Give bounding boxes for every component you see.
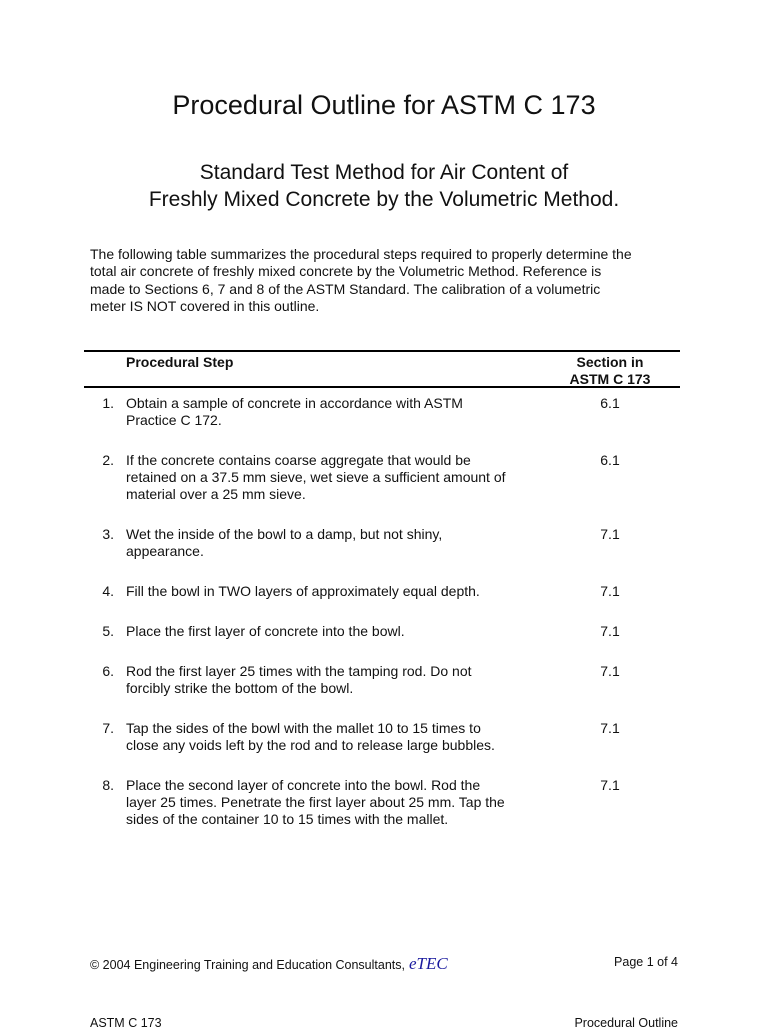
step-number: 1. xyxy=(102,395,114,411)
intro-paragraph xyxy=(90,246,690,316)
step-number: 7. xyxy=(102,720,114,736)
step-description-line: close any voids left by the rod and to release large bubbles. xyxy=(126,737,495,753)
step-number: 3. xyxy=(102,526,114,542)
step-description-line: Wet the inside of the bowl to a damp, but not shiny, xyxy=(126,526,443,542)
step-description xyxy=(126,526,566,560)
step-description xyxy=(126,623,566,640)
step-section: 7.1 xyxy=(600,777,620,793)
step-description xyxy=(126,452,566,503)
intro-line: meter IS NOT covered in this outline. xyxy=(90,298,320,315)
step-description-line: Practice C 172. xyxy=(126,412,222,428)
intro-line: total air concrete of freshly mixed concrete by the Volumetric Method. Reference is xyxy=(90,263,602,280)
step-number: 5. xyxy=(102,623,114,639)
copyright-text: © 2004 Engineering Training and Education Consultants, xyxy=(90,958,405,972)
step-section: 7.1 xyxy=(600,663,620,679)
step-section: 6.1 xyxy=(600,395,620,411)
header-section-line: Section in xyxy=(576,354,644,370)
step-description xyxy=(126,720,566,754)
step-number: 4. xyxy=(102,583,114,599)
step-description-line: retained on a 37.5 mm sieve, wet sieve a sufficient amount of xyxy=(126,469,506,485)
step-number: 2. xyxy=(102,452,114,468)
step-description-line: Tap the sides of the bowl with the mallet 10 to 15 times to xyxy=(126,720,481,736)
step-description-line: Rod the first layer 25 times with the tamping rod. Do not xyxy=(126,663,472,679)
step-section: 7.1 xyxy=(600,720,620,736)
subtitle-line: Standard Test Method for Air Content of xyxy=(199,161,569,184)
step-number: 8. xyxy=(102,777,114,793)
header-procedural-step: Procedural Step xyxy=(126,354,234,370)
header-section xyxy=(560,354,660,388)
intro-line: The following table summarizes the procedural steps required to properly determine the xyxy=(90,246,632,262)
etec-logo: eTEC xyxy=(408,954,448,973)
step-description-line: Obtain a sample of concrete in accordance with ASTM xyxy=(126,395,463,411)
subtitle xyxy=(0,159,768,213)
subtitle-line: Freshly Mixed Concrete by the Volumetric Method. xyxy=(148,188,620,211)
step-description xyxy=(126,583,566,600)
page-number: Page 1 of 4 xyxy=(614,955,678,969)
step-description-line: If the concrete contains coarse aggregate that would be xyxy=(126,452,471,468)
intro-line: made to Sections 6, 7 and 8 of the ASTM Standard. The calibration of a volumetric xyxy=(90,280,601,297)
step-description xyxy=(126,395,566,429)
step-section: 7.1 xyxy=(600,583,620,599)
step-description-line: forcibly strike the bottom of the bowl. xyxy=(126,680,354,696)
step-description-line: Place the second layer of concrete into the bowl. Rod the xyxy=(126,777,481,793)
step-description-line: appearance. xyxy=(126,543,204,559)
step-number: 6. xyxy=(102,663,114,679)
step-description-line: Place the first layer of concrete into the bowl. xyxy=(126,623,405,639)
step-section: 7.1 xyxy=(600,623,620,639)
page-title: Procedural Outline for ASTM C 173 xyxy=(172,90,596,120)
table-header xyxy=(84,350,680,388)
next-page-header-left: ASTM C 173 xyxy=(90,1016,162,1030)
step-description xyxy=(126,663,566,697)
step-section: 7.1 xyxy=(600,526,620,542)
step-description-line: material over a 25 mm sieve. xyxy=(126,486,306,502)
next-page-header-right: Procedural Outline xyxy=(574,1016,678,1030)
step-section: 6.1 xyxy=(600,452,620,468)
footer-copyright xyxy=(90,954,448,974)
procedure-table xyxy=(84,350,680,827)
step-description-line: layer 25 times. Penetrate the first layer about 25 mm. Tap the xyxy=(126,794,505,810)
step-description xyxy=(126,777,566,828)
header-section-line: ASTM C 173 xyxy=(569,371,651,387)
step-description-line: Fill the bowl in TWO layers of approximately equal depth. xyxy=(126,583,480,599)
step-description-line: sides of the container 10 to 15 times with the mallet. xyxy=(126,811,449,827)
